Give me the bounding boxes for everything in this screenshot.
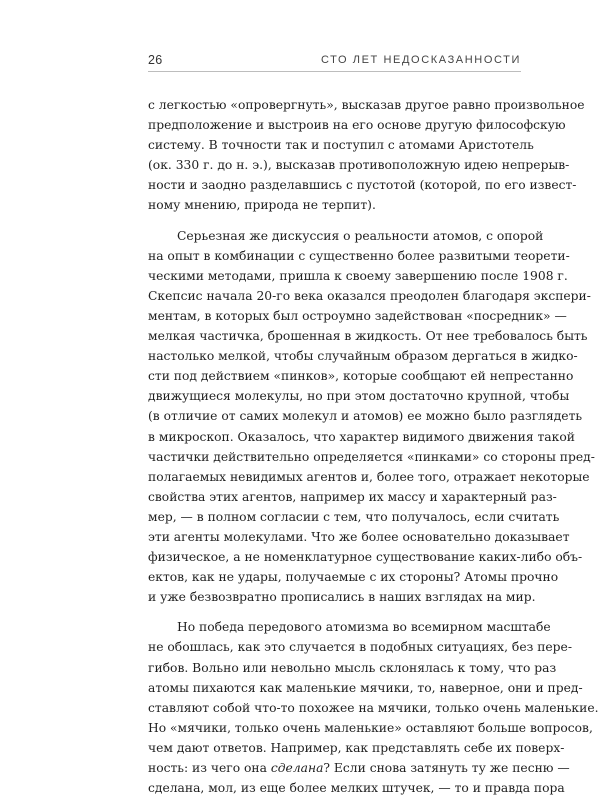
text-line: свойства этих агентов, например их массу и характерный раз- bbox=[148, 489, 557, 504]
text-line: ному мнению, природа не терпит). bbox=[148, 198, 376, 213]
text-line: частички действительно определяется «пинками» со стороны пред- bbox=[148, 449, 595, 464]
text-line: гибов. Вольно или невольно мысль склонялась к тому, что раз bbox=[148, 660, 557, 675]
text-line: ставляют собой что-то похожее на мячики, только очень маленькие. bbox=[148, 700, 599, 715]
text-line: движущиеся молекулы, но при этом достаточно крупной, чтобы bbox=[148, 389, 570, 404]
text-line: (ок. 330 г. до н. э.), высказав противоположную идею непрерыв- bbox=[148, 158, 570, 173]
text-line: ектов, как не удары, получаемые с их стороны? Атомы прочно bbox=[148, 570, 559, 585]
text-line: Скепсис начала 20-го века оказался преодолен благодаря экспери- bbox=[148, 288, 591, 303]
text-line: мер, — в полном согласии с тем, что получалось, если считать bbox=[148, 509, 560, 524]
text-line: полагаемых невидимых агентов и, более того, отражает некоторые bbox=[148, 469, 590, 484]
text-line: с легкостью «опровергнуть», высказав другое равно произвольное bbox=[148, 98, 585, 112]
body-text bbox=[148, 95, 599, 798]
text-line: не обошлась, как это случается в подобных ситуациях, без пере- bbox=[148, 640, 572, 655]
text-line: Но победа передового атомизма во всемирном масштабе bbox=[177, 620, 551, 635]
text-line: систему. В точности так и поступил с атомами Аристотель bbox=[148, 138, 534, 153]
text-line: мелкая частичка, брошенная в жидкость. От нее требовалось быть bbox=[148, 329, 588, 344]
text-line: физическое, а не номенклатурное существование каких-либо объ- bbox=[148, 550, 583, 565]
text-line: ности и заодно разделавшись с пустотой (которой, по его извест- bbox=[148, 178, 577, 193]
text-line: настолько мелкой, чтобы случайным образом дергаться в жидко- bbox=[148, 349, 578, 364]
text-line: атомы пихаются как маленькие мячики, то, наверное, они и пред- bbox=[148, 680, 583, 695]
text-line: ментам, в которых был остроумно задействован «посредник» — bbox=[148, 308, 567, 323]
text-line: предположение и выстроив на его основе другую философскую bbox=[148, 118, 566, 133]
text-line: в микроскоп. Оказалось, что характер видимого движения такой bbox=[148, 429, 575, 444]
text-line: сделана, мол, из еще более мелких штучек, — то и правда пора bbox=[148, 781, 565, 796]
text-line: и уже безвозвратно прописались в наших взглядах на мир. bbox=[148, 590, 536, 605]
text-line: Но «мячики, только очень маленькие» оставляют больше вопросов, bbox=[148, 720, 593, 735]
header-rule bbox=[148, 71, 521, 72]
running-header: СТО ЛЕТ НЕДОСКАЗАННОСТИ bbox=[320, 54, 521, 66]
paragraph bbox=[148, 617, 599, 798]
paragraph bbox=[148, 95, 585, 216]
text-line: Серьезная же дискуссия о реальности атомов, с опорой bbox=[177, 228, 544, 243]
text-line: эти агенты молекулами. Что же более основательно доказывает bbox=[148, 529, 570, 544]
text-line: (в отличие от самих молекул и атомов) ее можно было разглядеть bbox=[148, 409, 583, 424]
text-line: чем дают ответов. Например, как представлять себе их поверх- bbox=[148, 740, 565, 755]
text-line: на опыт в комбинации с существенно более развитыми теорети- bbox=[148, 248, 570, 263]
paragraph bbox=[148, 226, 595, 608]
page-number: 26 bbox=[148, 53, 163, 67]
text-line: сти под действием «пинков», которые сообщают ей непрестанно bbox=[148, 369, 574, 384]
text-line: ность: из чего она сделана? Если снова затянуть ту же песню — bbox=[148, 761, 570, 775]
text-line: ческими методами, пришла к своему завершению после 1908 г. bbox=[148, 268, 568, 283]
